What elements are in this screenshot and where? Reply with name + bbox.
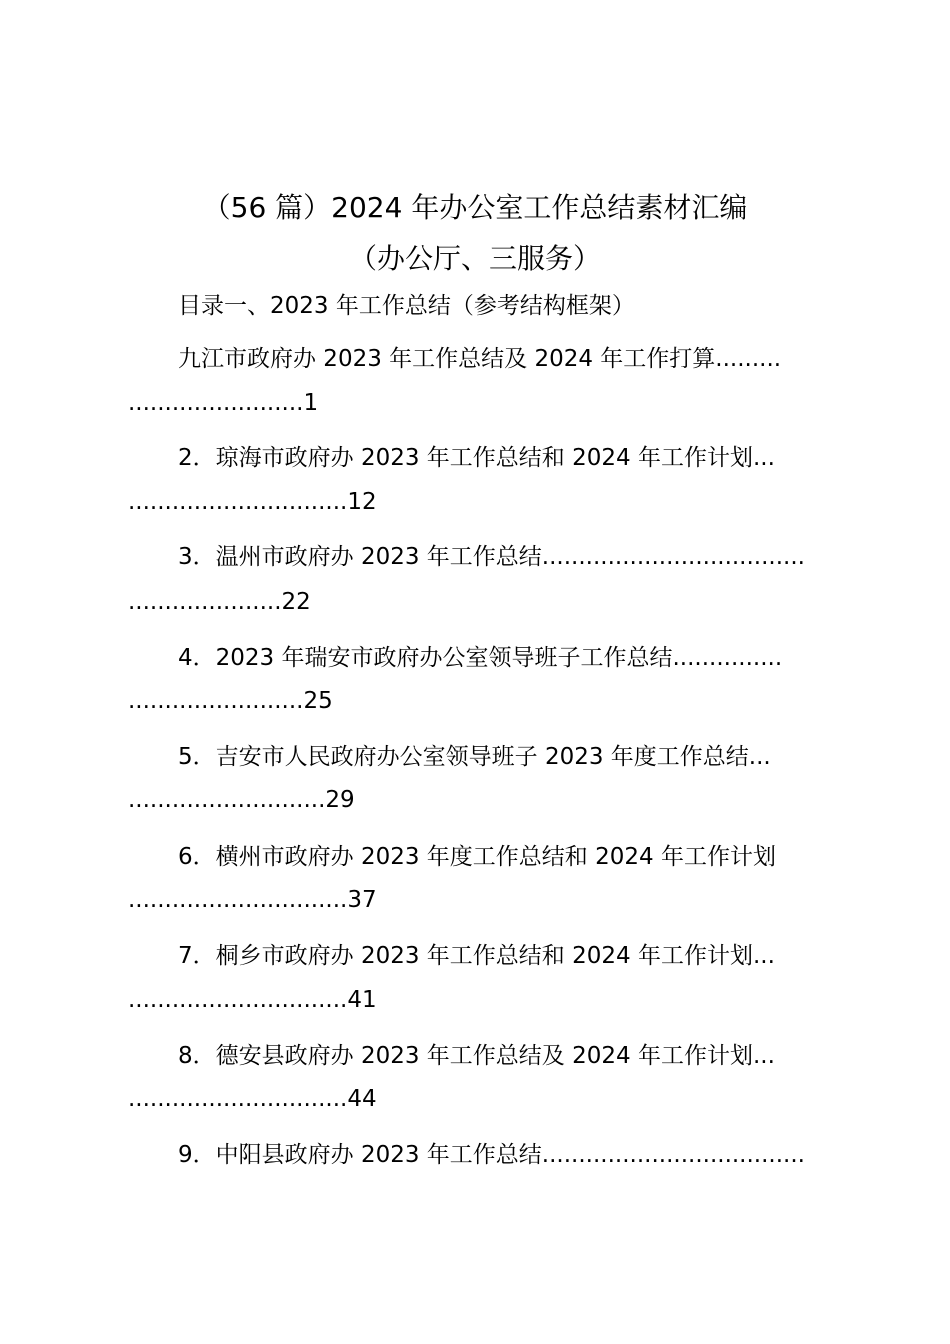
toc-entry-title: 9．中阳县政府办 2023 年工作总结.................................... (178, 1142, 805, 1168)
document-title: （56 篇）2024 年办公室工作总结素材汇编 (202, 191, 748, 224)
toc-entry-page: ........................25 (128, 688, 333, 714)
toc-entry-title: 8．德安县政府办 2023 年工作总结及 2024 年工作计划... (178, 1043, 775, 1069)
toc-entry-page: ........................1 (128, 390, 319, 416)
toc-entry-page: ...........................29 (128, 787, 355, 813)
toc-entry-title: 4．2023 年瑞安市政府办公室领导班子工作总结............... (178, 645, 783, 671)
toc-entry-title: 九江市政府办 2023 年工作总结及 2024 年工作打算......... (178, 346, 782, 372)
toc-entry-title: 3．温州市政府办 2023 年工作总结.................................... (178, 544, 805, 570)
toc-entry-page: ..............................12 (128, 489, 377, 515)
toc-entry-title: 5．吉安市人民政府办公室领导班子 2023 年度工作总结... (178, 744, 771, 770)
toc-entry-title: 7．桐乡市政府办 2023 年工作总结和 2024 年工作计划... (178, 943, 775, 969)
toc-heading: 目录一、2023 年工作总结（参考结构框架） (178, 293, 635, 319)
toc-entry-page: .....................22 (128, 589, 311, 615)
toc-entry-page: ..............................37 (128, 887, 377, 913)
toc-entry-title: 6．横州市政府办 2023 年度工作总结和 2024 年工作计划 (178, 844, 776, 870)
toc-entry-page: ..............................44 (128, 1086, 377, 1112)
document-subtitle: （办公厅、三服务） (348, 242, 601, 275)
toc-entry-page: ..............................41 (128, 987, 377, 1013)
toc-entry-title: 2．琼海市政府办 2023 年工作总结和 2024 年工作计划... (178, 445, 775, 471)
